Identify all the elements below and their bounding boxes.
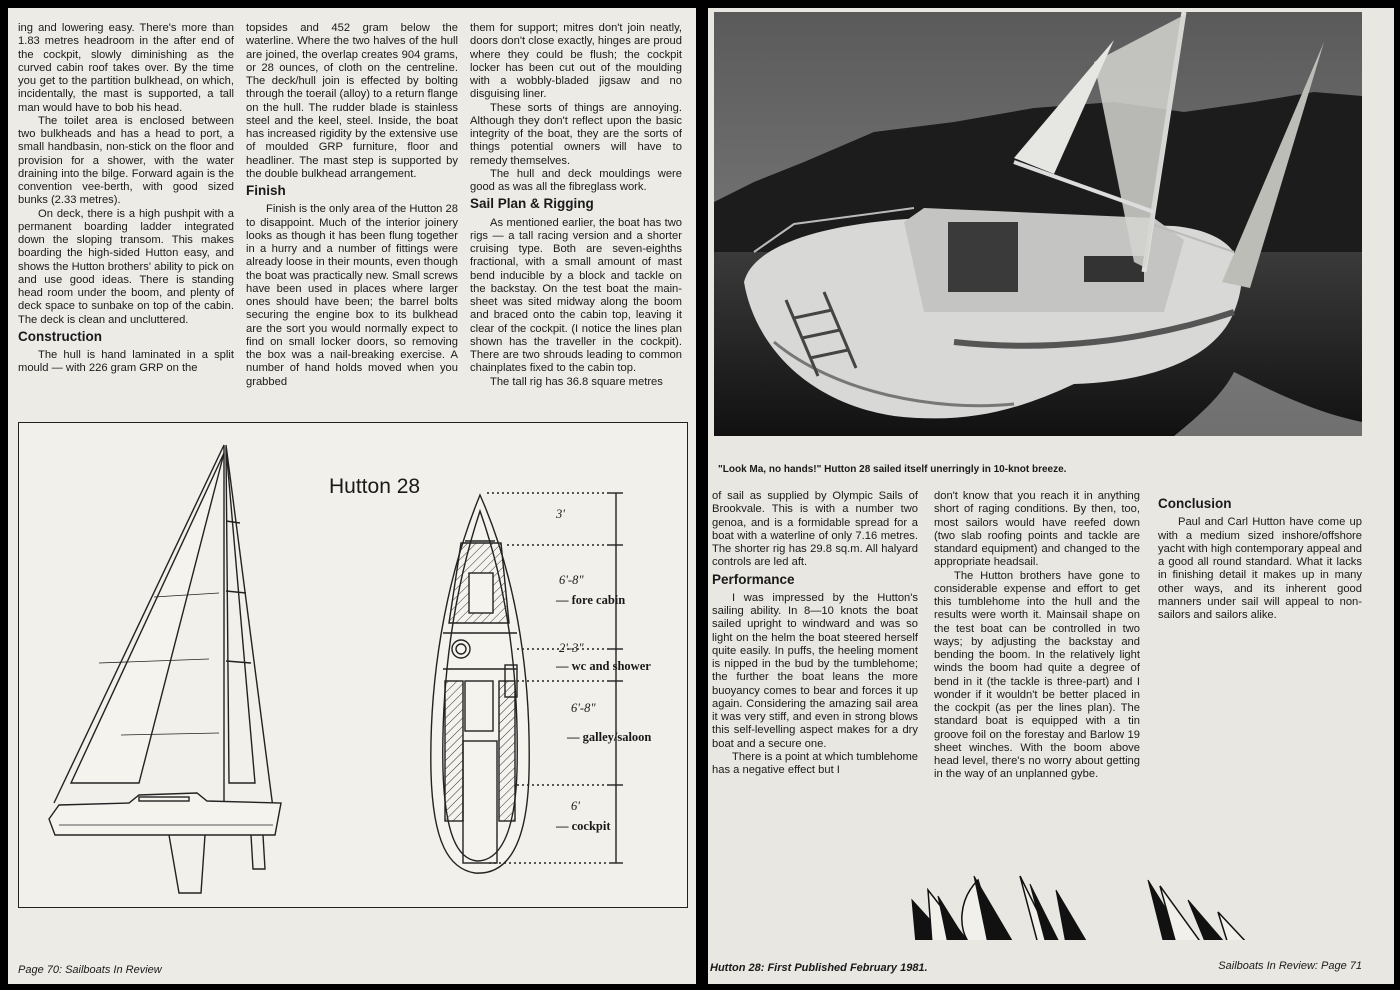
dim-label-2: 6'-8" — [559, 573, 584, 587]
yacht-photo — [714, 12, 1362, 436]
paragraph: don't know that you reach it in anything short of raging conditions. By then, too, most sailors would have reefed down (two slab roofing points and tackle are standard equipment) and changed to the appropriate headsail. — [934, 490, 1140, 569]
right-page-footer-left: Hutton 28: First Published February 1981. — [710, 962, 928, 974]
paragraph: These sorts of things are annoying. Although they don't reflect upon the basic integrity of the boat, they are the sorts of things potential owners will have to remedy themselves. — [470, 101, 682, 167]
left-column-3 — [470, 22, 682, 389]
paragraph: As mentioned earlier, the boat has two rigs — a tall racing version and a shorter cruising type. Both are seven-eighths fractional, with a small amount of mast bend inducible by a block and tackle on the backstay. On the test boat the main-sheet was sited midway along the boom and braced onto the cabin top, leaving it clear of the cockpit. (I notice the lines plan shown has the traveller in the cockpit). There are two shrouds leading to common chainplates fixed to the cabin top. — [470, 216, 682, 375]
paragraph: topsides and 452 gram below the waterline. Where the two halves of the hull are joined, the overlap creates 904 grams, or 28 ounces, of cloth on the centreline. The deck/hull join is effected by bolting through the toerail (alloy) to a return flange on the hull. The rudder blade is stainless steel and the keel, steel. Inside, the boat has increased rigidity by the extensive use of moulded GRP furniture, floor and headliner. The mast step is supported by the double bulkhead arrangement. — [246, 22, 458, 180]
label-wc-shower: — wc and shower — [556, 659, 651, 673]
paragraph: of sail as supplied by Olympic Sails of Brookvale. This is with a number two genoa, and is a formidable spread for a boat with a waterline of only 7.16 metres. The shorter rig has 29.8 sq.m. All halyard controls are led aft. — [712, 490, 918, 569]
paragraph: them for support; mitres don't join neatly, doors don't close exactly, hinges are proud where they could be flush; the cockpit locker has been cut out of the moulding with a wobbly-bladed jigsaw and no disguising liner. — [470, 22, 682, 101]
left-column-2 — [246, 22, 458, 389]
section-heading: Conclusion — [1158, 496, 1232, 511]
section-heading: Performance — [712, 571, 795, 587]
left-page-footer: Page 70: Sailboats In Review — [18, 964, 162, 976]
paragraph: ing and lowering easy. There's more than 1.83 metres headroom in the after end of the cockpit, slowly diminishing as the curved cabin roof takes over. By the time you get to the partition bulkhead, on which, incidentally, the mast is supported, a tall man would have to bob his head. — [18, 22, 234, 114]
paragraph: The tall rig has 36.8 square metres — [490, 375, 663, 388]
right-page — [708, 8, 1394, 984]
label-fore-cabin: — fore cabin — [556, 593, 626, 607]
paragraph: Finish is the only area of the Hutton 28 to disappoint. Much of the interior joinery looks as though it has been flung together in a hurry and a number of fittings were already loose in their mounts, even though the boat was practically new. Small screws have been used in places where larger ones should have been; the barrel bolts securing the engine box to its bulkhead are the sort you would normally expect to find on small locker doors, so removing the box was a nail-breaking exercise. A number of hand holds moved when you grabbed — [246, 203, 458, 388]
dim-label-3: 2'-3" — [559, 641, 584, 655]
label-galley-saloon: — galley/saloon — [567, 730, 652, 744]
section-heading: Construction — [18, 328, 102, 344]
section-heading: Finish — [246, 183, 286, 198]
dim-label-1: 3' — [556, 507, 565, 521]
drawing-title: Hutton 28 — [329, 475, 421, 498]
paragraph: The Hutton brothers have gone to considerable expense and effort to get this tumblehome into the hull and the results were worth it. Mainsail shape on the test boat can be controlled in two ways; by adjusting the backstay and bending the boom. In the relatively light winds the boom had quite a degree of bend in it (the tackle is three-part) and I wonder if it wouldn't be better placed in the cockpit (as per the lines plan). The standard boat is equipped with a tin groove foil on the forestay and Barlow 19 sheet winches. With the boom above head level, there's no worry about getting in the way of an unplanned gybe. — [934, 569, 1140, 781]
right-column-2 — [934, 490, 1140, 782]
dim-label-4: 6'-8" — [571, 701, 596, 715]
left-page — [8, 8, 696, 984]
yacht-photo-drawing — [714, 12, 1362, 436]
paragraph: On deck, there is a high pushpit with a permanent boarding ladder integrated down the sloping transom. This makes boarding the high-sided Hutton easy, and shows the Hutton brothers' ability to pick on and use good ideas. There is standing head room under the boom, and plenty of deck space to sunbake on top of the cabin. The deck is clean and uncluttered. — [18, 207, 234, 326]
paragraph: I was impressed by the Hutton's sailing ability. In 8—10 knots the boat sailed upright to windward and was so light on the helm the boat steered herself quite easily. In puffs, the heeling moment is nipped in the bud by the tumblehome; the further the boat leans the more buoyancy comes to bear and forces it up again. Considering the amazing sail area it was very stiff, and even in strong blows this self-levelling aspect makes for a dry boat and a secure one. — [712, 591, 918, 750]
left-column-1 — [18, 22, 234, 376]
right-column-1 — [712, 490, 918, 777]
right-page-footer-right: Sailboats In Review: Page 71 — [1218, 960, 1362, 972]
section-heading: Sail Plan & Rigging — [470, 196, 594, 212]
paragraph: The toilet area is enclosed between two bulkheads and has a head to port, a small handbasin, non-stick on the floor and provision for a shower, with the water draining into the bilge. Forward again is the convention vee-berth, with good sized bunks (2.33 metres). — [18, 114, 234, 207]
paragraph: There is a point at which tumblehome has a negative effect but I — [712, 750, 918, 776]
photo-caption: "Look Ma, no hands!" Hutton 28 sailed itself unerringly in 10-knot breeze. — [718, 464, 1067, 475]
regatta-sails-illustration — [708, 820, 1394, 940]
lines-plan-drawing — [18, 422, 688, 908]
paragraph: The hull is hand laminated in a split mould — with 226 gram GRP on the — [18, 349, 234, 375]
paragraph: The hull and deck mouldings were good as was all the fibreglass work. — [470, 167, 682, 193]
label-cockpit: — cockpit — [556, 819, 611, 833]
paragraph: Paul and Carl Hutton have come up with a medium sized inshore/offshore yacht with high contemporary appeal and a good all round standard. What it lacks in finishing detail it makes up in many other ways, and its inherent good manners under sail will appeal to non-sailors and sailors alike. — [1158, 516, 1362, 621]
dim-label-5: 6' — [571, 799, 580, 813]
right-column-3 — [1158, 494, 1362, 622]
